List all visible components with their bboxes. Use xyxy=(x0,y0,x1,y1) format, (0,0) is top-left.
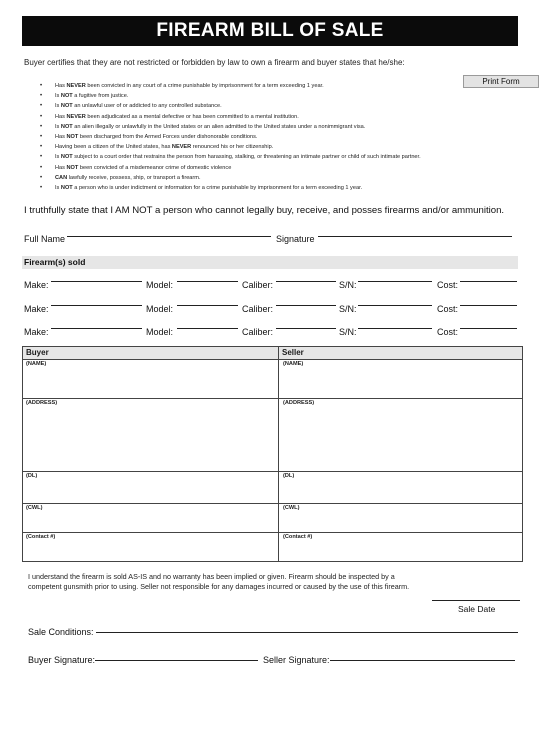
model-field[interactable] xyxy=(177,328,238,329)
serial-number-label: S/N: xyxy=(339,327,357,337)
bullet-icon: • xyxy=(40,93,43,100)
list-item: • Is NOT a fugitive from justice. xyxy=(40,91,500,101)
as-is-disclaimer: I understand the firearm is sold AS-IS and no warranty has been implied or given. Firearm should be inspected by a competent gunsmith prior to using. Seller not responsible for any damages incurred or caused by the use of this firearm. xyxy=(28,572,410,591)
eligibility-list xyxy=(40,81,500,193)
make-label: Make: xyxy=(24,304,49,314)
seller-column-header: Seller xyxy=(279,347,522,359)
make-label: Make: xyxy=(24,327,49,337)
seller-address-label: (ADDRESS) xyxy=(283,400,315,406)
list-item: • Has NOT been discharged from the Armed Forces under dishonorable conditions. xyxy=(40,132,500,142)
cost-label: Cost: xyxy=(437,280,459,290)
buyer-name-label: (NAME) xyxy=(26,361,47,367)
seller-dl-label: (DL) xyxy=(283,473,295,479)
model-field[interactable] xyxy=(177,305,238,306)
serial-number-field[interactable] xyxy=(358,305,432,306)
list-item: • Is NOT an unlawful user of or addicted to any controlled substance. xyxy=(40,101,500,111)
model-label: Model: xyxy=(146,304,174,314)
seller-signature-field[interactable] xyxy=(330,660,515,661)
caliber-field[interactable] xyxy=(276,328,336,329)
bullet-icon: • xyxy=(40,113,43,120)
list-item: • Is NOT a person who is under indictment or information for a crime punishable by imprisonment for a term exceeding 1 year. xyxy=(40,183,500,193)
make-field[interactable] xyxy=(51,305,142,306)
seller-contact-label: (Contact #) xyxy=(283,534,313,540)
full-name-field[interactable] xyxy=(67,236,271,237)
caliber-label: Caliber: xyxy=(242,304,274,314)
model-label: Model: xyxy=(146,327,174,337)
bullet-icon: • xyxy=(40,164,43,171)
row-divider xyxy=(23,471,522,472)
cost-field[interactable] xyxy=(460,281,517,282)
list-item: • Has NEVER been adjudicated as a mental defective or has been committed to a mental institution. xyxy=(40,112,500,122)
list-item: • Is NOT subject to a court order that restrains the person from harassing, stalking, or threatening an intimate partner or child of such intimate partner. xyxy=(40,152,500,162)
buyer-seller-table xyxy=(22,346,523,562)
signature-field[interactable] xyxy=(318,236,512,237)
sale-conditions-field[interactable] xyxy=(96,632,518,633)
caliber-field[interactable] xyxy=(276,305,336,306)
row-divider xyxy=(23,398,522,399)
sale-date-field[interactable] xyxy=(432,600,520,601)
row-divider xyxy=(23,503,522,504)
seller-cwl-label: (CWL) xyxy=(283,505,300,511)
buyer-signature-field[interactable] xyxy=(95,660,258,661)
print-form-button[interactable]: Print Form xyxy=(463,75,539,88)
buyer-column-header: Buyer xyxy=(23,347,278,359)
cost-label: Cost: xyxy=(437,304,459,314)
firearms-section-title: Firearm(s) sold xyxy=(24,257,86,267)
sale-date-label: Sale Date xyxy=(458,604,496,614)
serial-number-field[interactable] xyxy=(358,328,432,329)
full-name-label: Full Name xyxy=(24,234,66,244)
row-divider xyxy=(23,359,522,360)
serial-number-label: S/N: xyxy=(339,304,357,314)
seller-name-label: (NAME) xyxy=(283,361,304,367)
list-item: • Has NOT been convicted of a misdemeanor crime of domestic violence xyxy=(40,163,500,173)
buyer-address-label: (ADDRESS) xyxy=(26,400,58,406)
signature-label: Signature xyxy=(276,234,315,244)
buyer-cwl-label: (CWL) xyxy=(26,505,43,511)
cost-field[interactable] xyxy=(460,328,517,329)
bullet-icon: • xyxy=(40,144,43,151)
model-field[interactable] xyxy=(177,281,238,282)
bullet-icon: • xyxy=(40,154,43,161)
model-label: Model: xyxy=(146,280,174,290)
seller-signature-label: Seller Signature: xyxy=(263,655,330,665)
buyer-contact-label: (Contact #) xyxy=(26,534,56,540)
list-item: • Having been a citizen of the United states, has NEVER renounced his or her citizenship. xyxy=(40,142,500,152)
bullet-icon: • xyxy=(40,133,43,140)
buyer-dl-label: (DL) xyxy=(26,473,38,479)
list-item: • Has NEVER been convicted in any court of a crime punishable by imprisonment for a term exceeding 1 year. xyxy=(40,81,500,91)
list-item: • CAN lawfully receive, possess, ship, or transport a firearm. xyxy=(40,173,500,183)
column-divider xyxy=(278,347,279,561)
make-field[interactable] xyxy=(51,281,142,282)
make-label: Make: xyxy=(24,280,49,290)
serial-number-field[interactable] xyxy=(358,281,432,282)
serial-number-label: S/N: xyxy=(339,280,357,290)
bullet-icon: • xyxy=(40,123,43,130)
bullet-icon: • xyxy=(40,103,43,110)
page-title: FIREARM BILL OF SALE xyxy=(22,16,518,46)
bullet-icon: • xyxy=(40,184,43,191)
buyer-signature-label: Buyer Signature: xyxy=(28,655,96,665)
make-field[interactable] xyxy=(51,328,142,329)
firearms-section-header xyxy=(22,256,518,269)
bullet-icon: • xyxy=(40,174,43,181)
eligibility-statement: I truthfully state that I AM NOT a person who cannot legally buy, receive, and posses firearms and/or ammunition. xyxy=(24,205,505,216)
cost-field[interactable] xyxy=(460,305,517,306)
intro-text: Buyer certifies that they are not restricted or forbidden by law to own a firearm and buyer states that he/she: xyxy=(24,58,405,67)
caliber-field[interactable] xyxy=(276,281,336,282)
caliber-label: Caliber: xyxy=(242,327,274,337)
bullet-icon: • xyxy=(40,83,43,89)
row-divider xyxy=(23,532,522,533)
sale-conditions-label: Sale Conditions: xyxy=(28,627,94,637)
list-item: • Is NOT an alien illegally or unlawfully in the United states or an alien admitted to the United states under a nonimmigrant visa. xyxy=(40,122,500,132)
caliber-label: Caliber: xyxy=(242,280,274,290)
cost-label: Cost: xyxy=(437,327,459,337)
